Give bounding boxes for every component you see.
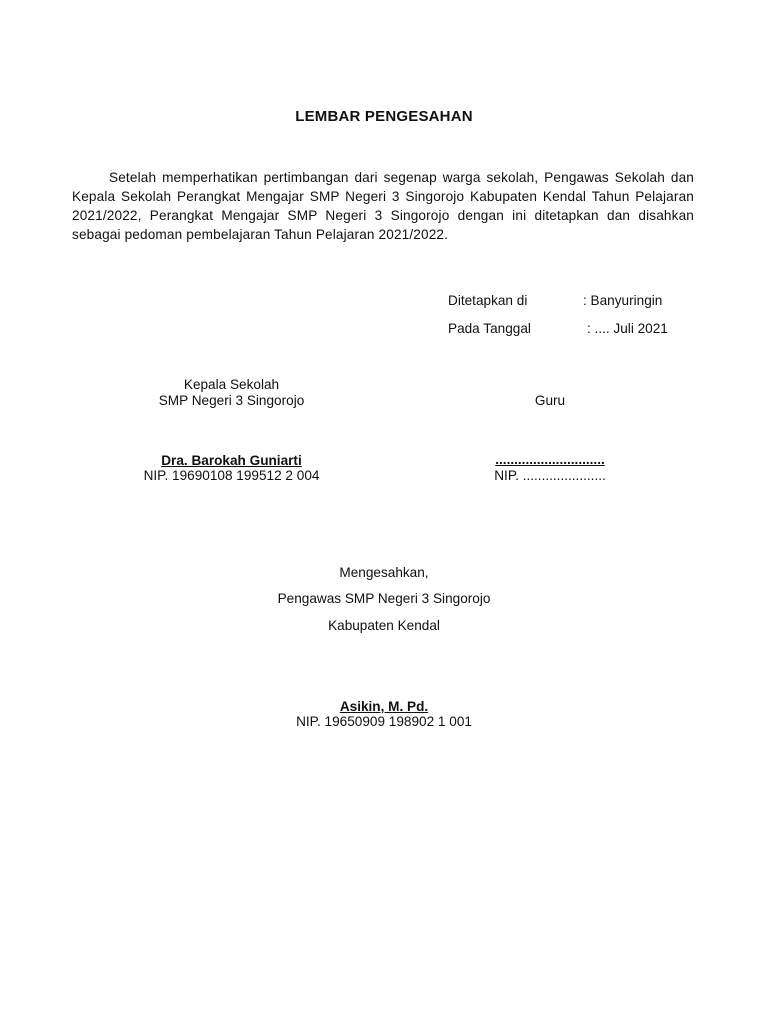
principal-nip: NIP. 19690108 199512 2 004 xyxy=(143,468,320,483)
date-label: Pada Tanggal xyxy=(448,321,531,336)
supervisor-heading: Mengesahkan, xyxy=(339,565,429,580)
principal-role: Kepala Sekolah xyxy=(183,377,280,392)
supervisor-name: Asikin, M. Pd. xyxy=(339,699,429,714)
teacher-role: Guru xyxy=(534,393,566,408)
document-title: LEMBAR PENGESAHAN xyxy=(295,108,473,125)
supervisor-position: Pengawas SMP Negeri 3 Singorojo xyxy=(277,591,491,606)
placed-value: : Banyuringin xyxy=(583,293,663,308)
approval-paragraph: Setelah memperhatikan pertimbangan dari segenap warga sekolah, Pengawas Sekolah dan Kepala Sekolah Perangkat Mengajar SMP Negeri 3 Singorojo Kabupaten Kendal Tahun Pelajaran 2021/2022, Perangkat Mengajar SMP Negeri 3 Singorojo dengan ini ditetapkan dan disahkan sebagai pedoman pembelajaran Tahun Pelajaran 2021/2022. xyxy=(72,170,694,242)
supervisor-nip: NIP. 19650909 198902 1 001 xyxy=(296,714,472,729)
teacher-nip: NIP. ...................... xyxy=(494,468,606,483)
placed-label: Ditetapkan di xyxy=(448,293,528,308)
teacher-name: ............................. xyxy=(495,452,605,467)
principal-name: Dra. Barokah Guniarti xyxy=(161,453,302,468)
supervisor-region: Kabupaten Kendal xyxy=(328,618,440,633)
principal-school: SMP Negeri 3 Singorojo xyxy=(158,393,305,408)
date-value: : .... Juli 2021 xyxy=(587,321,668,336)
